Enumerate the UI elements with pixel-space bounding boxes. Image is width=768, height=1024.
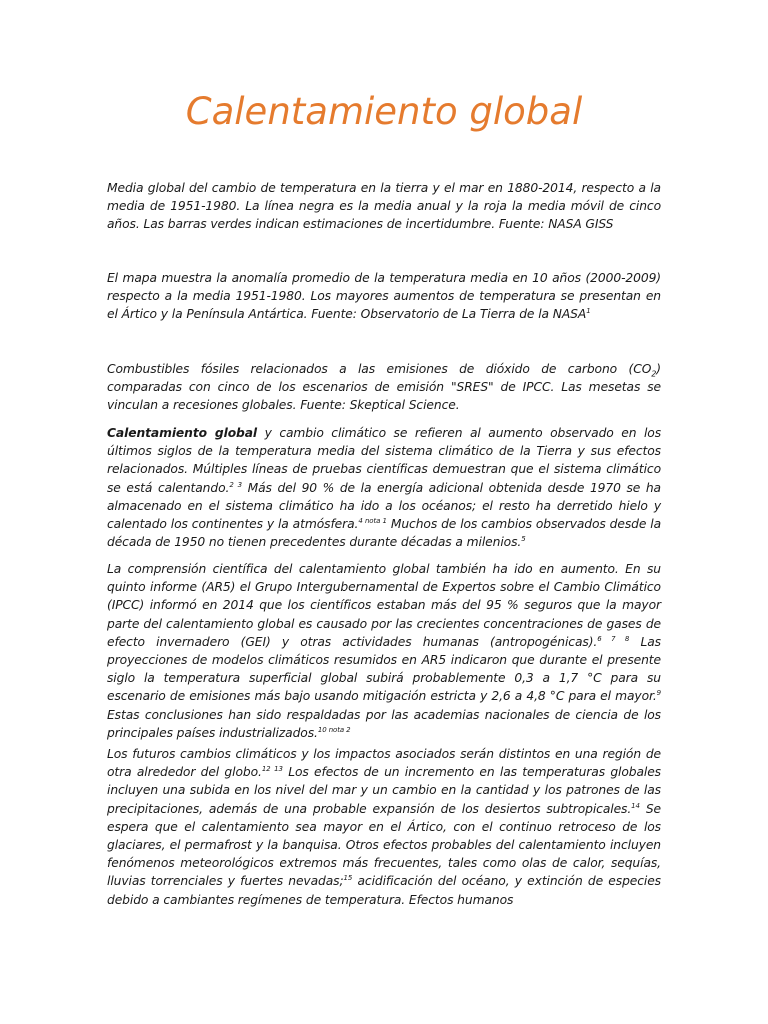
footnote-ref[interactable]: 4 nota 1 — [358, 516, 387, 525]
paragraph-text: Estas conclusiones han sido respaldadas por las academias nacionales de ciencia de los principales países industrializados. — [107, 707, 661, 740]
figure-caption-temperature: Media global del cambio de temperatura en la tierra y el mar en 1880-2014, respecto a la media de 1951-1980. La línea negra es la media anual y la roja la media móvil de cinco años. Las barras verdes indican estimaciones de incertidumbre. Fuente: NASA GISS — [107, 181, 661, 232]
figure-caption-map — [107, 269, 661, 324]
caption-text: El mapa muestra la anomalía promedio de la temperatura media en 10 años (2000-2009) respecto a la media 1951-1980. Los mayores aumentos de temperatura se presentan en el Ártico y la Península Antártica. Fuente: Observatorio de La Tierra de la NASA — [107, 271, 661, 322]
caption-text: Combustibles fósiles relacionados a las emisiones de dióxido de carbono (CO — [107, 362, 652, 376]
footnote-ref[interactable]: 9 — [656, 689, 661, 698]
paragraph-text: La comprensión científica del calentamiento global también ha ido en aumento. En su quinto informe (AR5) el Grupo Intergubernamental de Expertos sobre el Cambio Climático (IPCC) informó en 2014 que los científicos estaban más del 95 % seguros que la mayor parte del calentamiento global es causado por las crecientes concentraciones de gases de efecto invernadero (GEI) y otras actividades humanas (antropogénicas). — [107, 562, 661, 649]
footnote-ref[interactable]: 15 — [343, 874, 353, 883]
footnote-ref[interactable]: 2 3 — [229, 480, 242, 489]
figure-caption-emissions — [107, 360, 661, 415]
caption-text: ) comparadas con cinco de los escenarios de emisión "SRES" de IPCC. Las mesetas se vinculan a recesiones globales. Fuente: Skeptical Science. — [107, 362, 661, 413]
paragraph-text: y cambio climático se refieren al aumento observado en los últimos siglos de la temperatura media del sistema climático de la Tierra y sus efectos relacionados. Múltiples líneas de pruebas científicas demuestran que el sistema climático se está calentando. — [107, 426, 661, 495]
footnote-ref[interactable]: 14 — [631, 801, 640, 810]
body-paragraph-2 — [107, 560, 661, 742]
page-title: Calentamiento global — [185, 90, 583, 133]
footnote-ref[interactable]: 5 — [521, 535, 526, 544]
paragraph-text: Más del 90 % de la energía adicional obtenida desde 1970 se ha almacenado en el sistema climático ha ido a los océanos; el resto ha derretido hielo y calentado los continentes y la atmósfera. — [107, 480, 661, 532]
footnote-ref: 1 — [586, 307, 591, 316]
footnote-ref[interactable]: 12 13 — [261, 765, 283, 774]
body-paragraph-1 — [107, 424, 661, 551]
footnote-ref[interactable]: 6 7 8 — [597, 634, 630, 643]
footnote-ref[interactable]: 10 nota 2 — [317, 725, 351, 734]
bold-term: Calentamiento global — [107, 426, 258, 440]
paragraph-text: Se espera que el calentamiento sea mayor en el Ártico, con el continuo retroceso de los glaciares, el permafrost y la banquisa. Otros efectos probables del calentamiento incluyen fenómenos meteorológicos extremos más frecuentes, tales como olas de calor, sequías, lluvias torrenciales y fuertes nevadas; — [107, 801, 661, 889]
paragraph-text: Los efectos de un incremento en las temperaturas globales incluyen una subida en los nivel del mar y un cambio en la cantidad y los patrones de las precipitaciones, además de una probable expansión de los desiertos subtropicales. — [107, 765, 661, 816]
paragraph-text: acidificación del océano, y extinción de especies debido a cambiantes regímenes de temperatura. Efectos humanos — [107, 874, 661, 907]
subscript: 2 — [651, 369, 657, 379]
paragraph-text: Muchos de los cambios observados desde la década de 1950 no tienen precedentes durante décadas a milenios. — [107, 517, 662, 550]
paragraph-text: Las proyecciones de modelos climáticos resumidos en AR5 indicaron que durante el presente siglo la temperatura superficial global subirá probablemente 0,3 a 1,7 °C para su escenario de emisiones más bajo usando mitigación estricta y 2,6 a 4,8 °C para el mayor. — [107, 634, 661, 704]
paragraph-text: Los futuros cambios climáticos y los impactos asociados serán distintos en una región de otra alrededor del globo. — [107, 747, 661, 780]
body-paragraph-3 — [107, 745, 661, 907]
